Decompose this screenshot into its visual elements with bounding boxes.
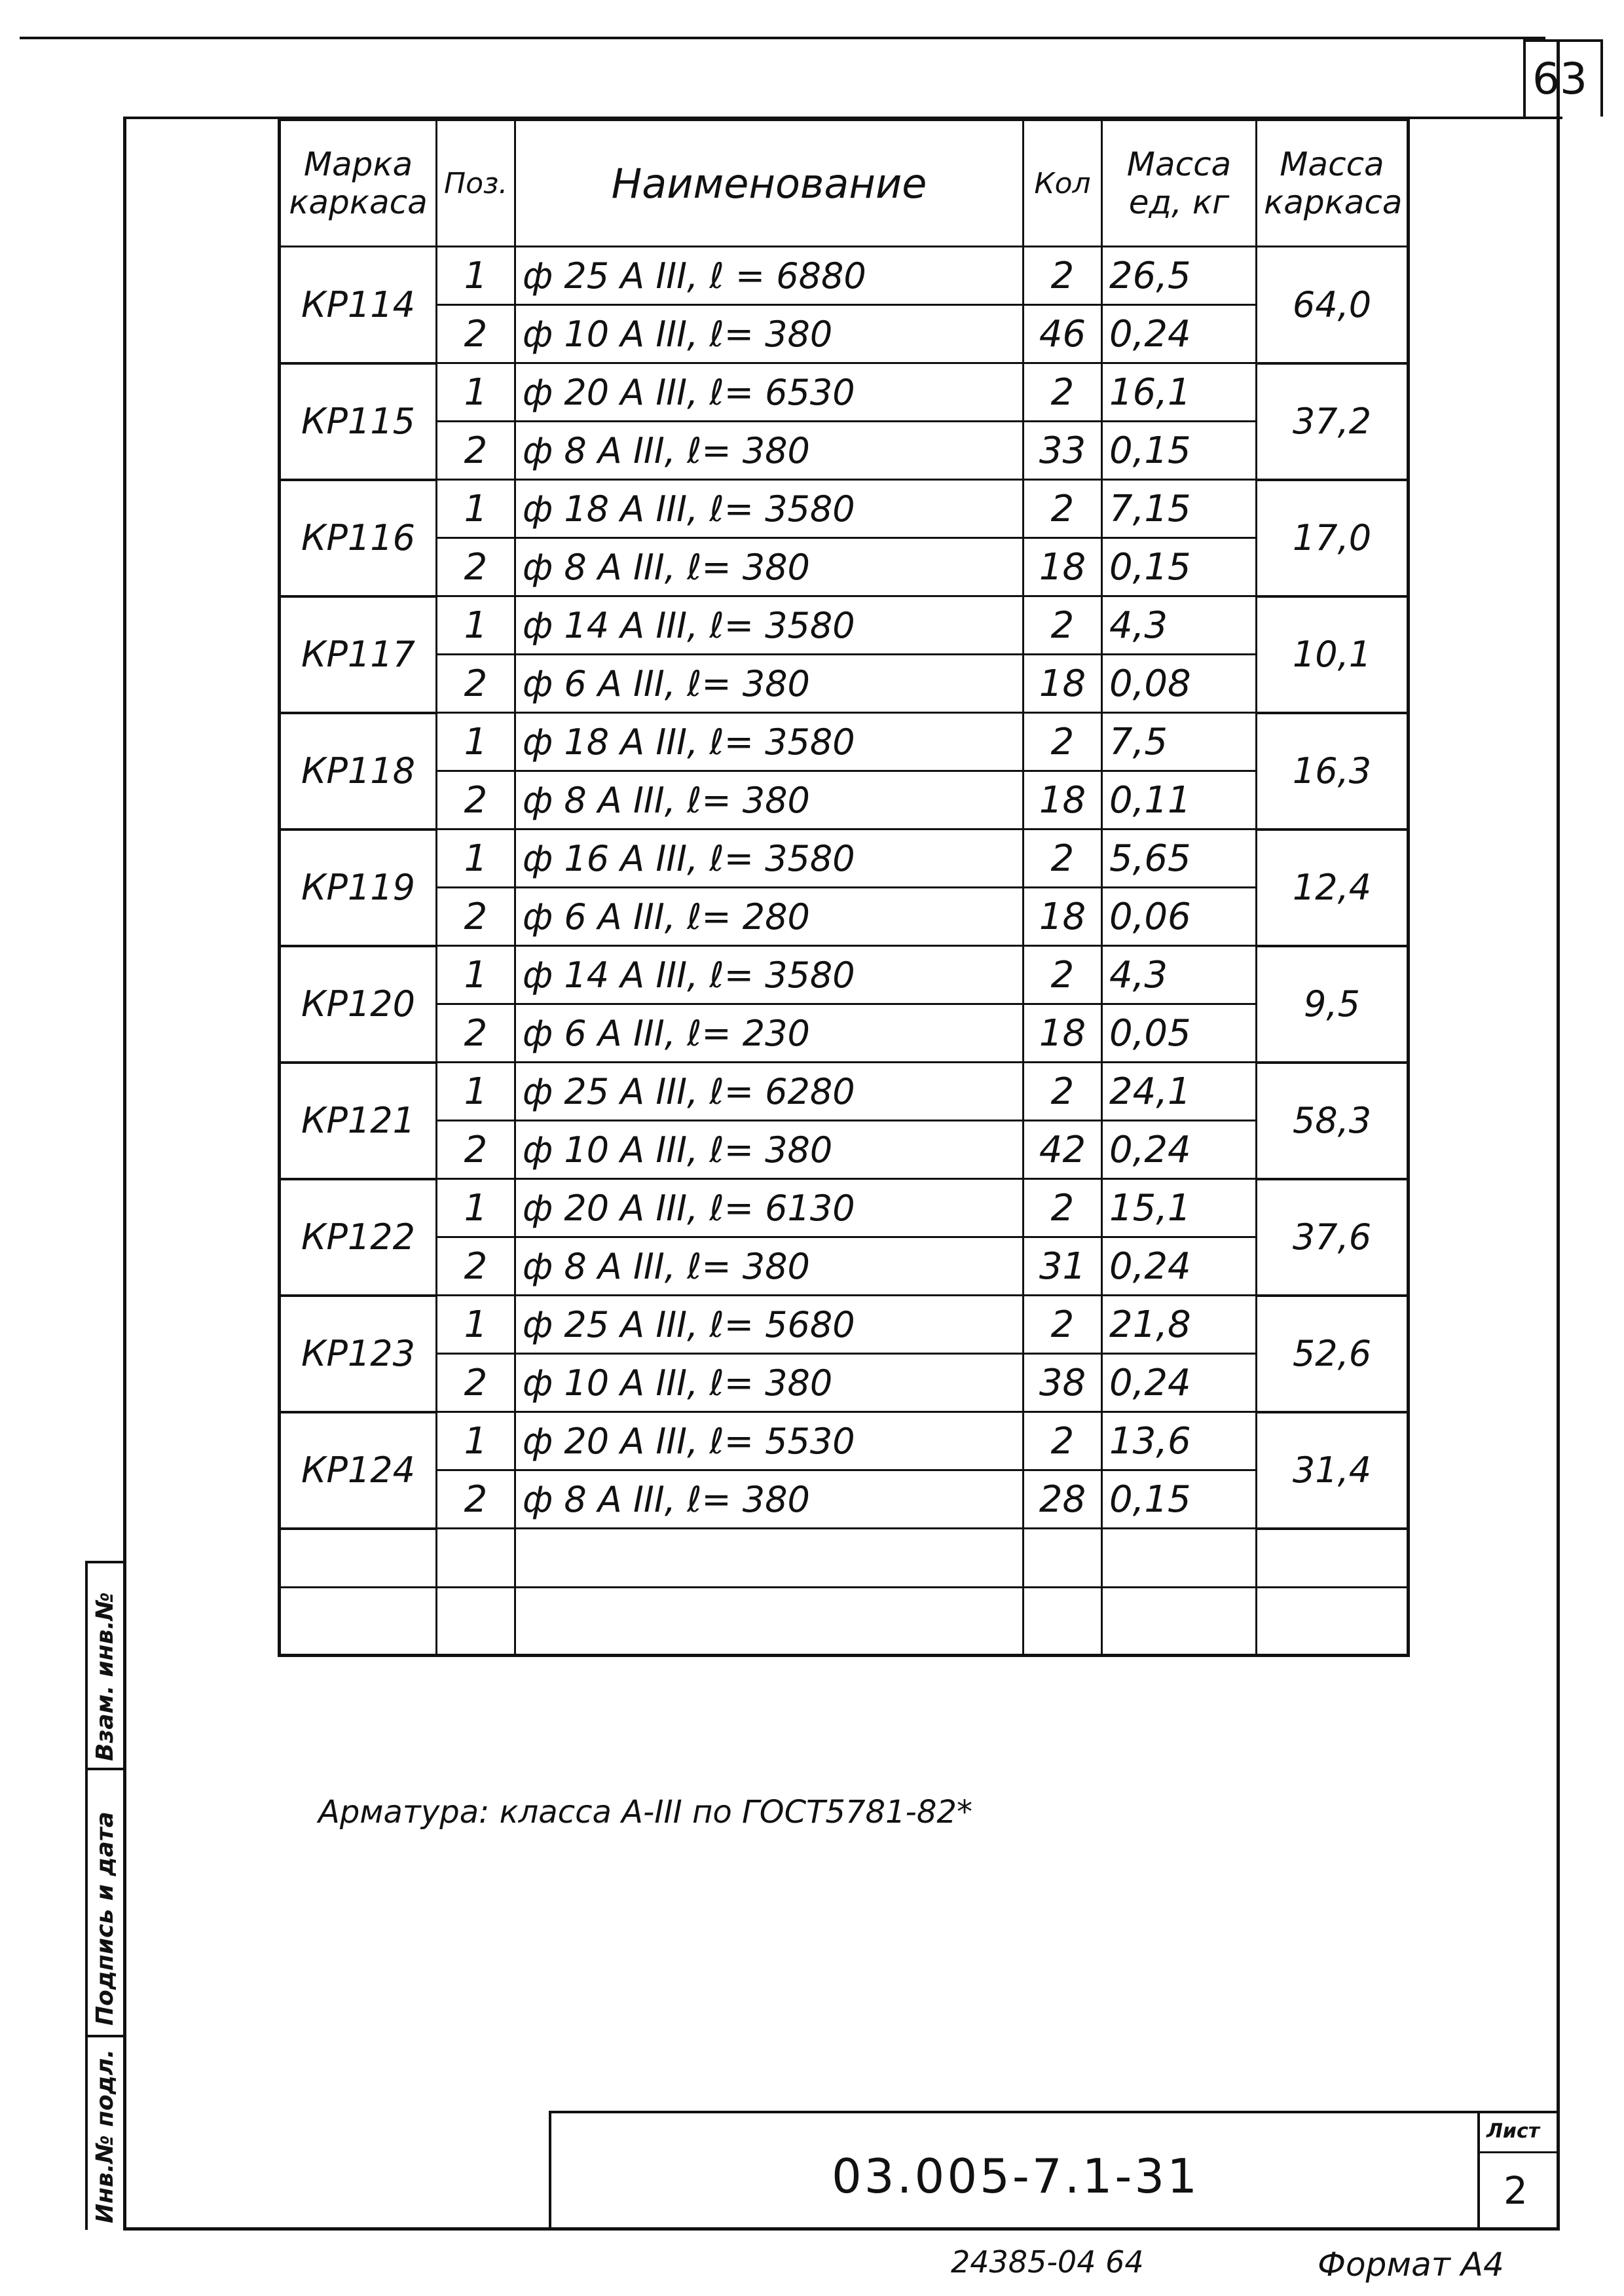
item-name: ф 14 А III, ℓ= 3580 xyxy=(515,596,1024,655)
side-stamp-divider-2 xyxy=(85,2035,126,2037)
frame-mark: КР117 xyxy=(280,596,437,713)
unit-mass: 26,5 xyxy=(1102,247,1257,305)
quantity: 33 xyxy=(1024,422,1102,480)
stamp-inv-podl: Инв.№ подл. xyxy=(92,2049,119,2223)
frame-mark: КР122 xyxy=(280,1179,437,1296)
frame-mass: 17,0 xyxy=(1257,480,1409,596)
table-row xyxy=(280,829,1409,888)
unit-mass: 13,6 xyxy=(1102,1412,1257,1470)
table-body xyxy=(280,247,1409,1656)
frame-mass: 37,2 xyxy=(1257,363,1409,480)
quantity: 2 xyxy=(1024,247,1102,305)
item-name: ф 18 А III, ℓ= 3580 xyxy=(515,480,1024,538)
quantity: 2 xyxy=(1024,1179,1102,1237)
frame-mark: КР118 xyxy=(280,713,437,829)
unit-mass: 0,08 xyxy=(1102,655,1257,713)
position: 2 xyxy=(437,655,515,713)
unit-mass: 15,1 xyxy=(1102,1179,1257,1237)
position: 2 xyxy=(437,771,515,829)
empty-row xyxy=(280,1529,1409,1588)
document-code: 03.005-7.1-31 xyxy=(832,2149,1200,2204)
item-name: ф 20 А III, ℓ= 6130 xyxy=(515,1179,1024,1237)
frame-mass: 31,4 xyxy=(1257,1412,1409,1529)
table-row xyxy=(280,1237,1409,1296)
item-name: ф 8 А III, ℓ= 380 xyxy=(515,422,1024,480)
specification-table xyxy=(278,118,1410,1657)
position: 1 xyxy=(437,1179,515,1237)
item-name: ф 20 А III, ℓ= 5530 xyxy=(515,1412,1024,1470)
unit-mass: 0,15 xyxy=(1102,422,1257,480)
quantity: 46 xyxy=(1024,305,1102,363)
unit-mass: 4,3 xyxy=(1102,946,1257,1004)
item-name: ф 6 А III, ℓ= 280 xyxy=(515,888,1024,946)
quantity: 18 xyxy=(1024,655,1102,713)
frame-mass: 37,6 xyxy=(1257,1179,1409,1296)
header-frame-mass xyxy=(1257,120,1409,247)
table-row xyxy=(280,480,1409,538)
empty-row xyxy=(280,1587,1409,1655)
table-row xyxy=(280,1470,1409,1529)
quantity: 2 xyxy=(1024,829,1102,888)
position: 1 xyxy=(437,596,515,655)
position: 2 xyxy=(437,422,515,480)
frame-mark: КР119 xyxy=(280,829,437,946)
header-mark-line2: каркаса xyxy=(289,183,428,221)
quantity: 42 xyxy=(1024,1121,1102,1179)
table-row xyxy=(280,1063,1409,1121)
table-row xyxy=(280,305,1409,363)
quantity: 18 xyxy=(1024,888,1102,946)
side-stamp-top-line xyxy=(85,1561,126,1563)
frame-left-line xyxy=(123,117,126,2230)
unit-mass: 0,15 xyxy=(1102,1470,1257,1529)
page-number-box-top xyxy=(1523,39,1603,42)
frame-mark: КР124 xyxy=(280,1412,437,1529)
header-unit-mass xyxy=(1102,120,1257,247)
position: 2 xyxy=(437,1470,515,1529)
table-row xyxy=(280,1354,1409,1412)
frame-mark: КР123 xyxy=(280,1296,437,1412)
table-row xyxy=(280,538,1409,596)
unit-mass: 16,1 xyxy=(1102,363,1257,422)
archive-number: 24385-04 64 xyxy=(951,2244,1144,2280)
item-name: ф 25 А III, ℓ= 6280 xyxy=(515,1063,1024,1121)
item-name: ф 14 А III, ℓ= 3580 xyxy=(515,946,1024,1004)
side-stamp-divider-1 xyxy=(85,1768,126,1770)
item-name: ф 18 А III, ℓ= 3580 xyxy=(515,713,1024,771)
unit-mass: 0,24 xyxy=(1102,305,1257,363)
table-row xyxy=(280,713,1409,771)
unit-mass: 0,05 xyxy=(1102,1004,1257,1063)
position: 2 xyxy=(437,1237,515,1296)
quantity: 31 xyxy=(1024,1237,1102,1296)
position: 1 xyxy=(437,480,515,538)
sheet-number: 2 xyxy=(1504,2168,1528,2213)
item-name: ф 10 А III, ℓ= 380 xyxy=(515,305,1024,363)
table-row xyxy=(280,888,1409,946)
quantity: 18 xyxy=(1024,538,1102,596)
item-name: ф 16 А III, ℓ= 3580 xyxy=(515,829,1024,888)
header-mark-line1: Марка xyxy=(303,145,413,183)
header-qty: Кол xyxy=(1024,120,1102,247)
unit-mass: 0,06 xyxy=(1102,888,1257,946)
position: 1 xyxy=(437,946,515,1004)
unit-mass: 7,15 xyxy=(1102,480,1257,538)
header-unit-mass-line2: ед, кг xyxy=(1128,183,1230,221)
item-name: ф 10 А III, ℓ= 380 xyxy=(515,1121,1024,1179)
frame-mass: 64,0 xyxy=(1257,247,1409,363)
stamp-podpis-data: Подпись и дата xyxy=(92,1812,119,2026)
sheet-box-left-line xyxy=(1477,2111,1480,2230)
quantity: 18 xyxy=(1024,771,1102,829)
title-block-top-line xyxy=(549,2111,1560,2113)
quantity: 2 xyxy=(1024,596,1102,655)
position: 2 xyxy=(437,1004,515,1063)
sheet-box-divider xyxy=(1477,2151,1560,2153)
frame-mass: 16,3 xyxy=(1257,713,1409,829)
item-name: ф 8 А III, ℓ= 380 xyxy=(515,538,1024,596)
unit-mass: 0,24 xyxy=(1102,1237,1257,1296)
stamp-vzam-inv: Взам. инв.№ xyxy=(92,1592,119,1761)
position: 1 xyxy=(437,713,515,771)
frame-mass: 58,3 xyxy=(1257,1063,1409,1179)
position: 2 xyxy=(437,1121,515,1179)
table-row xyxy=(280,363,1409,422)
unit-mass: 0,24 xyxy=(1102,1354,1257,1412)
position: 2 xyxy=(437,1354,515,1412)
frame-mark: КР116 xyxy=(280,480,437,596)
page-number-box-right xyxy=(1600,39,1603,117)
unit-mass: 7,5 xyxy=(1102,713,1257,771)
side-stamp-left-line xyxy=(85,1561,88,2230)
frame-mass: 9,5 xyxy=(1257,946,1409,1063)
quantity: 2 xyxy=(1024,713,1102,771)
position: 1 xyxy=(437,1296,515,1354)
table-row xyxy=(280,655,1409,713)
page-number-box-left xyxy=(1523,39,1526,117)
paper-format: Формат А4 xyxy=(1318,2246,1504,2284)
unit-mass: 21,8 xyxy=(1102,1296,1257,1354)
table-row xyxy=(280,1004,1409,1063)
position: 1 xyxy=(437,363,515,422)
table-row xyxy=(280,1179,1409,1237)
table-row xyxy=(280,1296,1409,1354)
unit-mass: 24,1 xyxy=(1102,1063,1257,1121)
header-name: Наименование xyxy=(515,120,1024,247)
unit-mass: 0,24 xyxy=(1102,1121,1257,1179)
item-name: ф 8 А III, ℓ= 380 xyxy=(515,1470,1024,1529)
table-row xyxy=(280,596,1409,655)
position: 2 xyxy=(437,888,515,946)
header-mark xyxy=(280,120,437,247)
table-row xyxy=(280,771,1409,829)
frame-mass: 10,1 xyxy=(1257,596,1409,713)
quantity: 2 xyxy=(1024,1063,1102,1121)
frame-bottom-line xyxy=(123,2227,1560,2231)
frame-mark: КР114 xyxy=(280,247,437,363)
item-name: ф 25 А III, ℓ = 6880 xyxy=(515,247,1024,305)
header-frame-mass-line2: каркаса xyxy=(1264,183,1403,221)
frame-mark: КР115 xyxy=(280,363,437,480)
quantity: 28 xyxy=(1024,1470,1102,1529)
unit-mass: 0,15 xyxy=(1102,538,1257,596)
item-name: ф 20 А III, ℓ= 6530 xyxy=(515,363,1024,422)
table-row xyxy=(280,1412,1409,1470)
item-name: ф 8 А III, ℓ= 380 xyxy=(515,1237,1024,1296)
title-block-left-line xyxy=(549,2111,551,2230)
quantity: 2 xyxy=(1024,363,1102,422)
quantity: 2 xyxy=(1024,480,1102,538)
top-border-line xyxy=(20,37,1545,39)
header-frame-mass-line1: Масса xyxy=(1280,145,1384,183)
position: 2 xyxy=(437,538,515,596)
reinforcement-note: Арматура: класса А-III по ГОСТ5781-82* xyxy=(318,1794,972,1831)
quantity: 2 xyxy=(1024,1412,1102,1470)
position: 1 xyxy=(437,247,515,305)
table-row xyxy=(280,422,1409,480)
page-number: 63 xyxy=(1532,54,1587,104)
table-row xyxy=(280,946,1409,1004)
frame-mark: КР121 xyxy=(280,1063,437,1179)
position: 1 xyxy=(437,829,515,888)
frame-right-line xyxy=(1557,39,1560,2230)
position: 1 xyxy=(437,1412,515,1470)
quantity: 2 xyxy=(1024,1296,1102,1354)
item-name: ф 8 А III, ℓ= 380 xyxy=(515,771,1024,829)
frame-mass: 52,6 xyxy=(1257,1296,1409,1412)
position: 1 xyxy=(437,1063,515,1121)
unit-mass: 0,11 xyxy=(1102,771,1257,829)
table-header-row xyxy=(280,120,1409,247)
item-name: ф 6 А III, ℓ= 380 xyxy=(515,655,1024,713)
frame-mass: 12,4 xyxy=(1257,829,1409,946)
position: 2 xyxy=(437,305,515,363)
table-row xyxy=(280,247,1409,305)
header-pos: Поз. xyxy=(437,120,515,247)
unit-mass: 5,65 xyxy=(1102,829,1257,888)
sheet-label: Лист xyxy=(1486,2120,1540,2143)
item-name: ф 25 А III, ℓ= 5680 xyxy=(515,1296,1024,1354)
quantity: 18 xyxy=(1024,1004,1102,1063)
item-name: ф 6 А III, ℓ= 230 xyxy=(515,1004,1024,1063)
item-name: ф 10 А III, ℓ= 380 xyxy=(515,1354,1024,1412)
frame-mark: КР120 xyxy=(280,946,437,1063)
header-unit-mass-line1: Масса xyxy=(1126,145,1232,183)
quantity: 38 xyxy=(1024,1354,1102,1412)
quantity: 2 xyxy=(1024,946,1102,1004)
unit-mass: 4,3 xyxy=(1102,596,1257,655)
table-row xyxy=(280,1121,1409,1179)
